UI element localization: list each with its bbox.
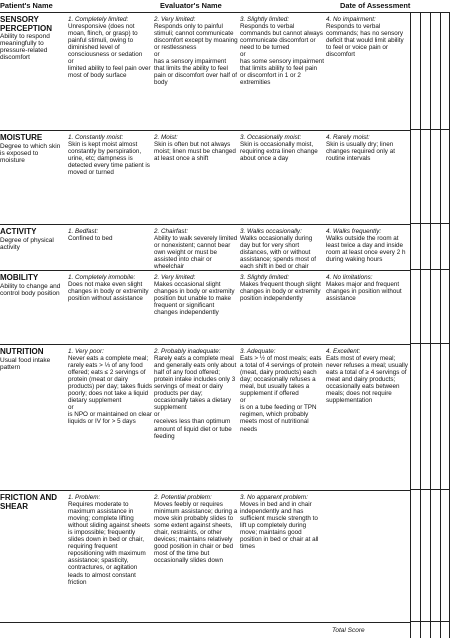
score-column-line xyxy=(420,12,421,638)
score-description: Makes frequent though slight changes in body or extremity position independently xyxy=(240,281,321,303)
score-heading: 1. Constantly moist: xyxy=(68,134,124,141)
score-heading: 3. No apparent problem: xyxy=(240,494,308,501)
score-row-line xyxy=(410,489,450,490)
score-1-cell xyxy=(68,494,152,586)
row-category xyxy=(0,348,64,371)
score-heading: 4. Excellent: xyxy=(326,348,361,355)
row-title: NUTRITION xyxy=(0,347,44,356)
total-score-label: Total Score xyxy=(332,627,365,634)
score-description: Unresponsive (does not moan, flinch, or grasp) to painful stimuli, owing to diminished level of consciousness or sedation or limited ability to feel pain over most of body surface xyxy=(68,23,151,80)
row-title: SENSORY PERCEPTION xyxy=(0,15,53,33)
score-heading: 2. Potential problem: xyxy=(154,494,212,501)
score-1-cell xyxy=(68,228,152,242)
score-heading: 1. Completely limited: xyxy=(68,16,129,23)
score-description: Never eats a complete meal; rarely eats > ⅓ of any food offered; eats ≤ 2 servings of protein (meat or dairy products) per day; takes fluids poorly; does not take a liquid dietary supplement or is NPO or maintained on clear liquids or IV for > 5 days xyxy=(68,355,152,426)
score-heading: 2. Moist: xyxy=(154,134,178,141)
score-description: Walks occasionally during day but for very short distances, with or without assistance; spends most of each shift in bed or chair xyxy=(240,235,316,271)
score-description: Responds to verbal commands but cannot always communicate discomfort or need to be turned or has some sensory impairment that limits ability to feel pain or discomfort in 1 or 2 extremities xyxy=(240,23,324,87)
score-1-cell xyxy=(68,274,152,302)
score-2-cell xyxy=(154,494,238,564)
score-column-line xyxy=(410,12,411,638)
score-heading: 1. Completely immobile: xyxy=(68,274,136,281)
score-description: Confined to bed xyxy=(68,235,113,243)
score-4-cell xyxy=(326,16,410,58)
score-description: Responds to verbal commands; has no sensory deficit that would limit ability to feel or voice pain or discomfort xyxy=(326,23,404,59)
score-2-cell xyxy=(154,274,238,316)
score-3-cell xyxy=(240,274,324,302)
score-heading: 4. Walks frequently: xyxy=(326,228,382,235)
score-description: Skin is kept moist almost constantly by perspiration, urine, etc; dampness is detected every time patient is moved or turned xyxy=(68,141,150,177)
score-description: Eats most of every meal; never refuses a meal; usually eats a total of ≥ 4 servings of meat and dairy products; occasionally eats between meals; does not require supplementation xyxy=(326,355,408,405)
moisture-row xyxy=(0,130,410,225)
row-category xyxy=(0,228,64,251)
score-heading: 2. Probably inadequate: xyxy=(154,348,221,355)
score-column-line xyxy=(430,12,431,638)
score-heading: 2. Chairfast: xyxy=(154,228,188,235)
score-description: Eats > ½ of most meals; eats a total of 4 servings of protein (meat, dairy products) each day; occasionally refuses a meal, but usually takes a supplement if offered or is on a tube feeding or TPN regimen, which probably meets most of nutritional needs xyxy=(240,355,323,433)
score-column-line xyxy=(440,12,441,638)
score-heading: 1. Bedfast: xyxy=(68,228,99,235)
score-2-cell xyxy=(154,348,238,440)
score-description: Skin is usually dry; linen changes required only at routine intervals xyxy=(326,141,395,163)
row-category xyxy=(0,134,64,164)
score-3-cell xyxy=(240,348,324,433)
row-category xyxy=(0,274,64,297)
mobility-row xyxy=(0,270,410,345)
score-heading: 3. Occasionally moist: xyxy=(240,134,302,141)
score-heading: 4. No limitations: xyxy=(326,274,373,281)
score-description: Moves feebly or requires minimum assistance; during a move skin probably slides to some extent against sheets, chair, restraints, or other devices; maintains relatively good position in chair or bed most of the time but occasionally slides down xyxy=(154,501,238,565)
row-description: Degree to which skin is exposed to moisture xyxy=(0,142,61,164)
nutrition-row xyxy=(0,344,410,491)
score-description: Ability to walk severely limited or nonexistent; cannot bear own weight or must be assisted into chair or wheelchair xyxy=(154,235,238,271)
score-description: Rarely eats a complete meal and generally eats only about half of any food offered; protein intake includes only 3 servings of meat or dairy products per day; occasionally takes a dietary supplement or receives less than optimum amount of liquid diet or tube feeding xyxy=(154,355,237,440)
score-description: Skin is often but not always moist; linen must be changed at least once a shift xyxy=(154,141,236,163)
score-heading: 2. Very limited: xyxy=(154,16,196,23)
date-of-assessment-label: Date of Assessment xyxy=(340,1,411,10)
score-row-line xyxy=(410,129,450,130)
score-description: Makes major and frequent changes in position without assistance xyxy=(326,281,402,303)
score-description: Does not make even slight changes in body or extremity position without assistance xyxy=(68,281,149,303)
score-3-cell xyxy=(240,494,324,550)
score-heading: 3. Walks occasionally: xyxy=(240,228,302,235)
score-row-line xyxy=(410,223,450,224)
row-category xyxy=(0,16,64,62)
row-description: Ability to respond meaningfully to pressure-related discomfort xyxy=(0,33,50,62)
row-description: Ability to change and control body position xyxy=(0,282,61,297)
score-heading: 2. Very limited: xyxy=(154,274,196,281)
score-4-cell xyxy=(326,228,410,263)
score-description: Requires moderate to maximum assistance in moving; complete lifting without sliding against sheets is impossible; frequently slides down in bed or chair, requiring frequent repositioning with maximum assistance; spasticity, contractures, or agitation leads to almost constant friction xyxy=(68,501,150,586)
score-4-cell xyxy=(326,134,410,162)
row-title: ACTIVITY xyxy=(0,227,37,236)
friction-shear-row xyxy=(0,490,410,623)
score-2-cell xyxy=(154,228,238,270)
score-4-cell xyxy=(326,274,410,302)
score-row-line xyxy=(410,269,450,270)
row-description: Usual food intake pattern xyxy=(0,356,51,371)
score-heading: 3. Adequate: xyxy=(240,348,276,355)
score-1-cell xyxy=(68,348,152,426)
score-heading: 4. No impairment: xyxy=(326,16,376,23)
score-heading: 1. Very poor: xyxy=(68,348,104,355)
score-1-cell xyxy=(68,16,152,79)
patient-name-label: Patient's Name xyxy=(0,1,53,10)
score-heading: 4. Rarely moist: xyxy=(326,134,370,141)
score-3-cell xyxy=(240,134,324,162)
score-row-line xyxy=(410,621,450,622)
score-heading: 1. Problem: xyxy=(68,494,101,501)
sensory-perception-row xyxy=(0,12,410,131)
activity-row xyxy=(0,224,410,271)
score-2-cell xyxy=(154,16,238,86)
evaluator-name-label: Evaluator's Name xyxy=(160,1,222,10)
score-3-cell xyxy=(240,16,324,86)
score-heading: 3. Slightly limited: xyxy=(240,274,289,281)
score-description: Moves in bed and in chair independently and has sufficient muscle strength to lift up completely during move; maintains good position in bed or chair at all times xyxy=(240,501,319,551)
score-2-cell xyxy=(154,134,238,162)
score-3-cell xyxy=(240,228,324,270)
score-heading: 3. Slightly limited: xyxy=(240,16,289,23)
score-description: Skin is occasionally moist, requiring extra linen change about once a day xyxy=(240,141,318,163)
score-row-line xyxy=(410,343,450,344)
row-category xyxy=(0,494,64,511)
score-description: Responds only to painful stimuli; cannot communicate discomfort except by moaning or restlessness or has a sensory impairment that limits the ability to feel pain or discomfort over half of body xyxy=(154,23,238,87)
row-description: Degree of physical activity xyxy=(0,236,54,251)
row-title: MOBILITY xyxy=(0,273,39,282)
score-4-cell xyxy=(326,348,410,404)
score-description: Walks outside the room at least twice a day and inside room at least once every 2 h during waking hours xyxy=(326,235,406,264)
score-description: Makes occasional slight changes in body or extremity position but unable to make frequent or significant changes independently xyxy=(154,281,235,317)
score-1-cell xyxy=(68,134,152,176)
row-title: MOISTURE xyxy=(0,133,43,142)
row-title: FRICTION AND SHEAR xyxy=(0,493,58,511)
